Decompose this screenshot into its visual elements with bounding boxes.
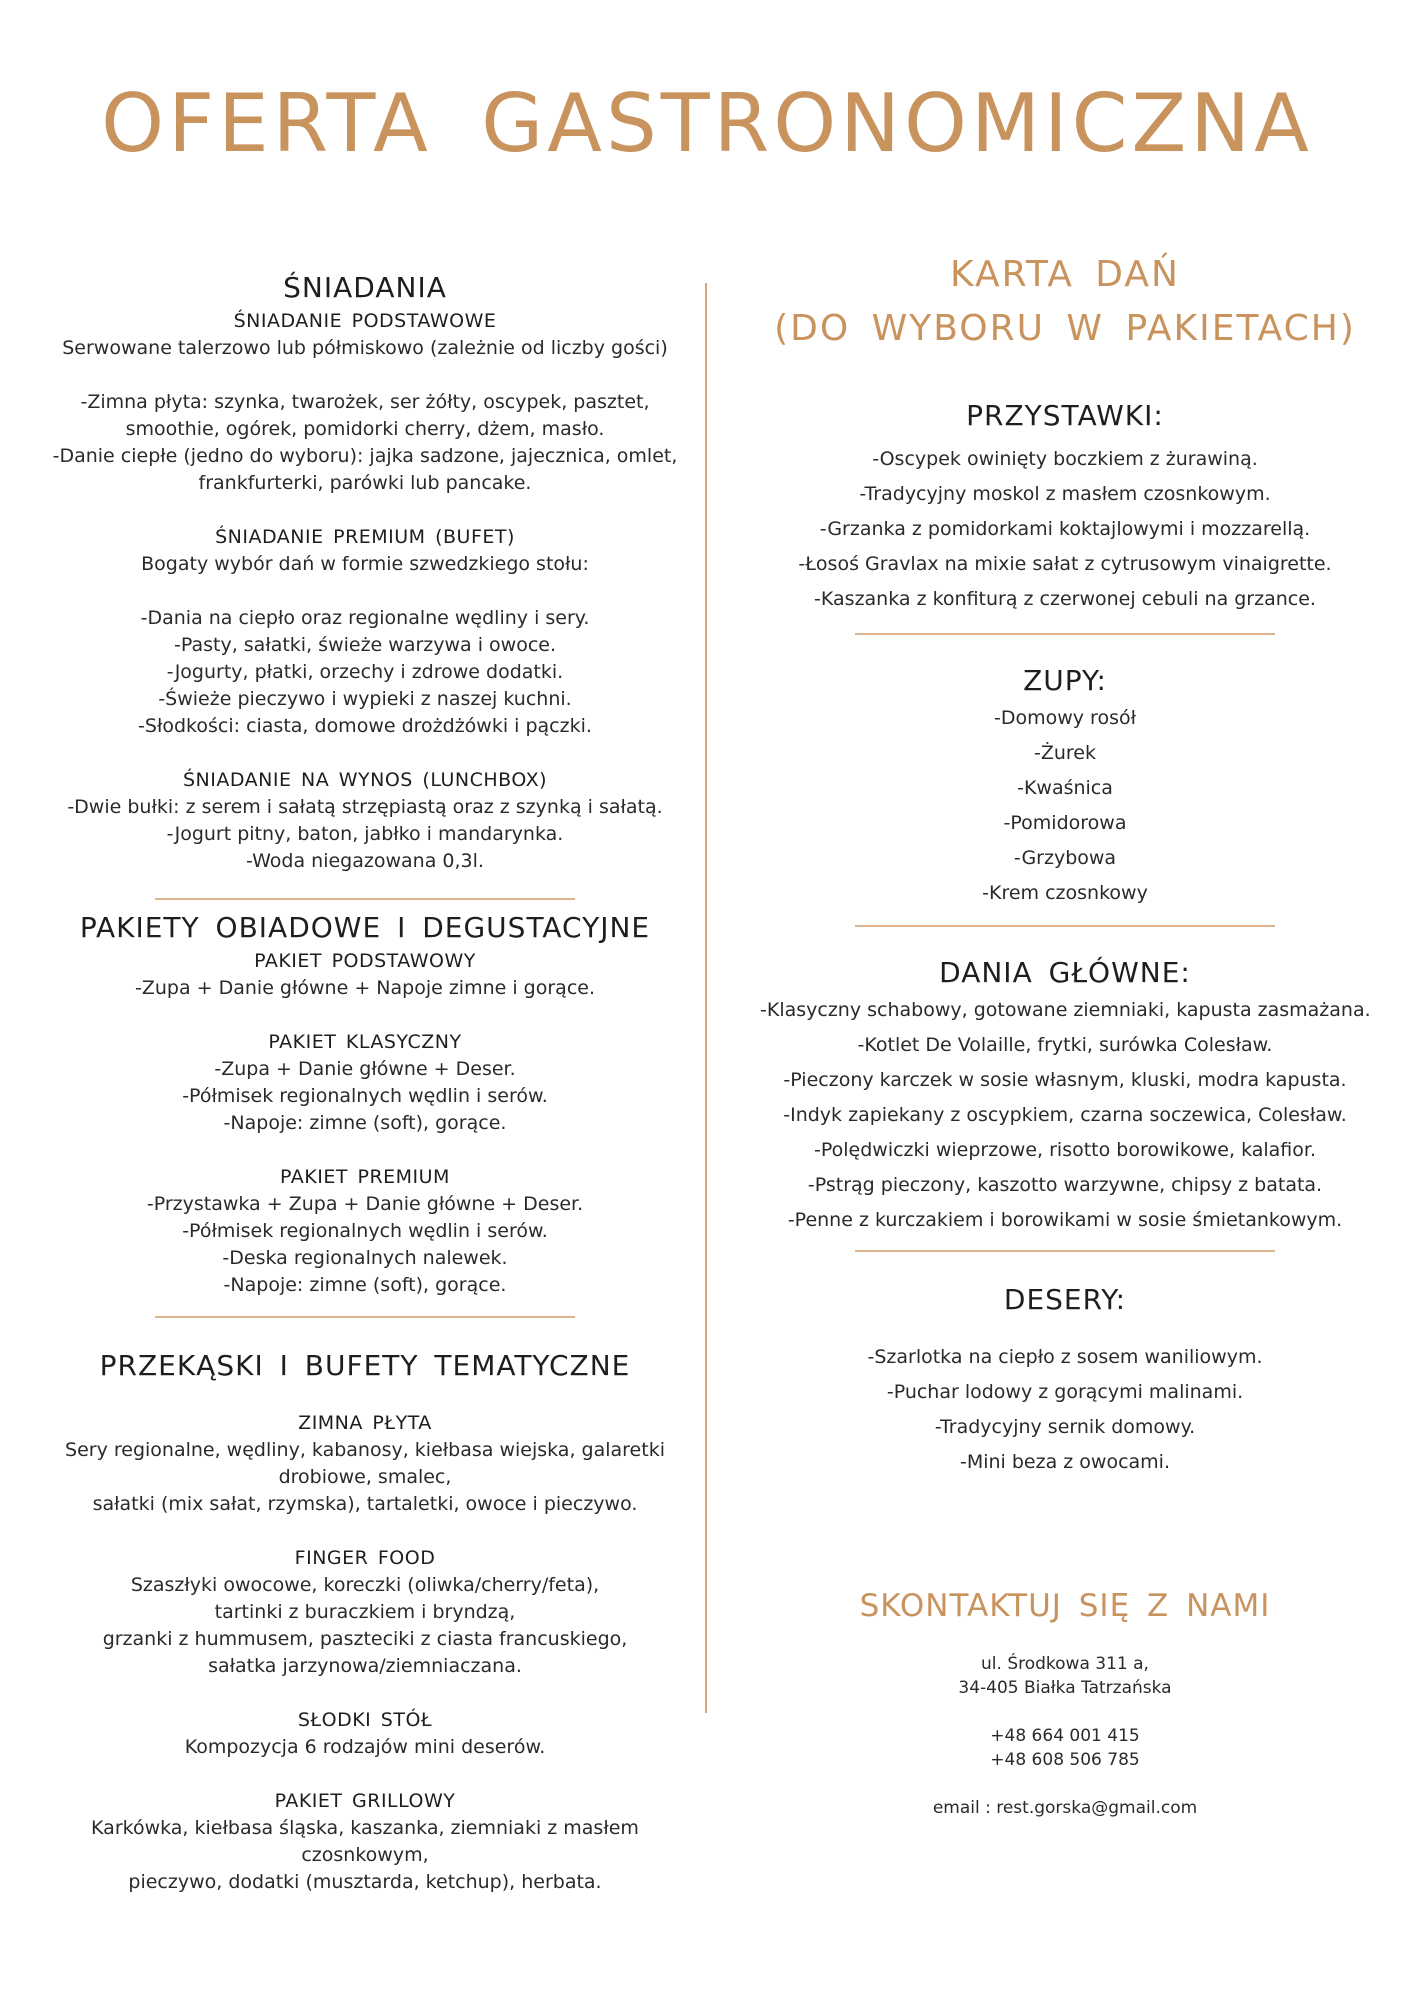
text-line: -Zupa + Danie główne + Deser. xyxy=(214,1058,516,1080)
packages-section-title: PAKIETY OBIADOWE I DEGUSTACYJNE xyxy=(79,911,651,944)
text-line: -Pomidorowa xyxy=(1003,812,1127,834)
text-line: -Jogurty, płatki, orzechy i zdrowe dodatki. xyxy=(166,661,564,683)
right-column xyxy=(760,248,1370,1820)
text-line: Bogaty wybór dań w formie szwedzkiego stołu: xyxy=(141,553,589,575)
breakfast-basic-title: ŚNIADANIE PODSTAWOWE xyxy=(233,310,497,332)
soups-list xyxy=(760,701,1370,911)
text-line: Karkówka, kiełbasa śląska, kaszanka, ziemniaki z masłem xyxy=(91,1817,639,1839)
text-line: -Dwie bułki: z serem i sałatą strzępiastą oraz z szynką i sałatą. xyxy=(67,796,663,818)
page-title: OFERTA GASTRONOMICZNA xyxy=(101,77,1313,170)
text-line: -Mini beza z owocami. xyxy=(959,1451,1170,1473)
text-line: -Grzybowa xyxy=(1013,847,1117,869)
text-line: -Kotlet De Volaille, frytki, surówka Colesław. xyxy=(857,1034,1273,1056)
text-line: -Grzanka z pomidorkami koktajlowymi i mozzarellą. xyxy=(819,518,1311,540)
menu-heading-line2: (DO WYBORU W PAKIETACH) xyxy=(774,308,1356,349)
text-line: -Zupa + Danie główne + Napoje zimne i gorące. xyxy=(134,977,595,999)
text-line: -Słodkości: ciasta, domowe drożdżówki i pączki. xyxy=(138,715,592,737)
text-line: -Świeże pieczywo i wypieki z naszej kuchni. xyxy=(158,688,572,710)
text-line: -Półmisek regionalnych wędlin i serów. xyxy=(182,1085,548,1107)
text-line: sałatka jarzynowa/ziemniaczana. xyxy=(208,1655,522,1677)
soups-title: ZUPY: xyxy=(1023,664,1107,697)
snacks-cold-title: ZIMNA PŁYTA xyxy=(298,1412,432,1434)
mains-title: DANIA GŁÓWNE: xyxy=(939,956,1191,989)
text-line: -Zimna płyta: szynka, twarożek, ser żółty, oscypek, pasztet, xyxy=(80,391,650,413)
vertical-divider xyxy=(705,283,707,1713)
snacks-sweet-title: SŁODKI STÓŁ xyxy=(297,1709,433,1731)
text-line: -Domowy rosół xyxy=(993,707,1136,729)
text-line: -Kaszanka z konfiturą z czerwonej cebuli na grzance. xyxy=(814,588,1316,610)
text-line: -Puchar lodowy z gorącymi malinami. xyxy=(886,1381,1244,1403)
text-line: smoothie, ogórek, pomidorki cherry, dżem, masło. xyxy=(125,418,605,440)
email: email : rest.gorska@gmail.com xyxy=(932,1798,1198,1818)
menu-heading-line1: KARTA DAŃ xyxy=(950,254,1180,295)
text-line: -Oscypek owinięty boczkiem z żurawiną. xyxy=(872,448,1258,470)
desserts-list xyxy=(760,1340,1370,1480)
starters-title: PRZYSTAWKI: xyxy=(966,399,1164,432)
package-premium-lines xyxy=(50,1191,680,1299)
text-line: czosnkowym, xyxy=(301,1844,429,1866)
starters-list xyxy=(760,442,1370,617)
text-line: -Pasty, sałatki, świeże warzywa i owoce. xyxy=(174,634,556,656)
phone-2: +48 608 506 785 xyxy=(990,1750,1140,1770)
text-line: -Deska regionalnych nalewek. xyxy=(222,1247,508,1269)
text-line: drobiowe, smalec, xyxy=(278,1466,452,1488)
package-basic-lines xyxy=(50,975,680,1002)
text-line: grzanki z hummusem, paszteciki z ciasta francuskiego, xyxy=(102,1628,628,1650)
text-line: -Polędwiczki wieprzowe, risotto borowikowe, kalafior. xyxy=(813,1139,1317,1161)
text-line: -Klasyczny schabowy, gotowane ziemniaki, kapusta zasmażana. xyxy=(760,999,1371,1021)
text-line: pieczywo, dodatki (musztarda, ketchup), herbata. xyxy=(128,1871,602,1893)
text-line: -Krem czosnkowy xyxy=(982,882,1148,904)
breakfast-section-title: ŚNIADANIA xyxy=(283,271,447,304)
text-line: -Napoje: zimne (soft), gorące. xyxy=(223,1112,507,1134)
text-line: -Dania na ciepło oraz regionalne wędliny i sery. xyxy=(140,607,590,629)
text-line: Sery regionalne, wędliny, kabanosy, kiełbasa wiejska, galaretki xyxy=(65,1439,665,1461)
package-basic-title: PAKIET PODSTAWOWY xyxy=(254,950,476,972)
text-line: -Tradycyjny sernik domowy. xyxy=(934,1416,1196,1438)
breakfast-takeaway-lines xyxy=(50,794,680,875)
text-line: -Woda niegazowana 0,3l. xyxy=(246,850,484,872)
package-premium-title: PAKIET PREMIUM xyxy=(280,1166,450,1188)
text-line: sałatki (mix sałat, rzymska), tartaletki, owoce i pieczywo. xyxy=(92,1493,638,1515)
text-line: -Szarlotka na ciepło z sosem waniliowym. xyxy=(867,1346,1263,1368)
text-line: -Żurek xyxy=(1033,742,1096,764)
address-line2: 34-405 Białka Tatrzańska xyxy=(958,1678,1172,1698)
desserts-title: DESERY: xyxy=(1003,1283,1127,1316)
breakfast-premium-lines xyxy=(50,551,680,740)
snacks-grill-lines xyxy=(50,1815,680,1896)
text-line: -Pstrąg pieczony, kaszotto warzywne, chipsy z batata. xyxy=(807,1174,1323,1196)
snacks-finger-lines xyxy=(50,1572,680,1680)
snacks-section-title: PRZEKĄSKI I BUFETY TEMATYCZNE xyxy=(99,1349,631,1382)
text-line: tartinki z buraczkiem i bryndzą, xyxy=(214,1601,516,1623)
text-line: Serwowane talerzowo lub półmiskowo (zależnie od liczby gości) xyxy=(62,337,668,359)
breakfast-basic-lines xyxy=(50,335,680,497)
snacks-cold-lines xyxy=(50,1437,680,1518)
address-line1: ul. Środkowa 311 a, xyxy=(981,1654,1149,1674)
snacks-sweet-lines xyxy=(50,1734,680,1761)
breakfast-premium-title: ŚNIADANIE PREMIUM (BUFET) xyxy=(215,526,515,548)
snacks-finger-title: FINGER FOOD xyxy=(294,1547,436,1569)
contact-title: SKONTAKTUJ SIĘ Z NAMI xyxy=(859,1588,1271,1624)
left-column xyxy=(50,268,680,1896)
text-line: -Danie ciepłe (jedno do wyboru): jajka sadzone, jajecznica, omlet, xyxy=(52,445,678,467)
text-line: -Łosoś Gravlax na mixie sałat z cytrusowym vinaigrette. xyxy=(798,553,1332,575)
package-classic-lines xyxy=(50,1056,680,1137)
text-line xyxy=(50,362,680,389)
text-line: -Napoje: zimne (soft), gorące. xyxy=(223,1274,507,1296)
mains-list xyxy=(760,993,1370,1238)
text-line: -Indyk zapiekany z oscypkiem, czarna soczewica, Colesław. xyxy=(783,1104,1347,1126)
text-line xyxy=(50,578,680,605)
text-line: -Penne z kurczakiem i borowikami w sosie śmietankowym. xyxy=(787,1209,1343,1231)
phone-1: +48 664 001 415 xyxy=(990,1726,1140,1746)
text-line: -Jogurt pitny, baton, jabłko i mandarynka. xyxy=(166,823,564,845)
text-line: -Pieczony karczek w sosie własnym, kluski, modra kapusta. xyxy=(783,1069,1347,1091)
snacks-grill-title: PAKIET GRILLOWY xyxy=(274,1790,456,1812)
breakfast-takeaway-title: ŚNIADANIE NA WYNOS (LUNCHBOX) xyxy=(182,769,548,791)
text-line: -Przystawka + Zupa + Danie główne + Deser. xyxy=(146,1193,584,1215)
text-line: -Tradycyjny moskol z masłem czosnkowym. xyxy=(859,483,1271,505)
text-line: frankfurterki, parówki lub pancake. xyxy=(198,472,532,494)
text-line: -Półmisek regionalnych wędlin i serów. xyxy=(182,1220,548,1242)
text-line: Szaszłyki owocowe, koreczki (oliwka/cherry/feta), xyxy=(130,1574,600,1596)
text-line: Kompozycja 6 rodzajów mini deserów. xyxy=(184,1736,546,1758)
text-line: -Kwaśnica xyxy=(1017,777,1113,799)
package-classic-title: PAKIET KLASYCZNY xyxy=(268,1031,462,1053)
